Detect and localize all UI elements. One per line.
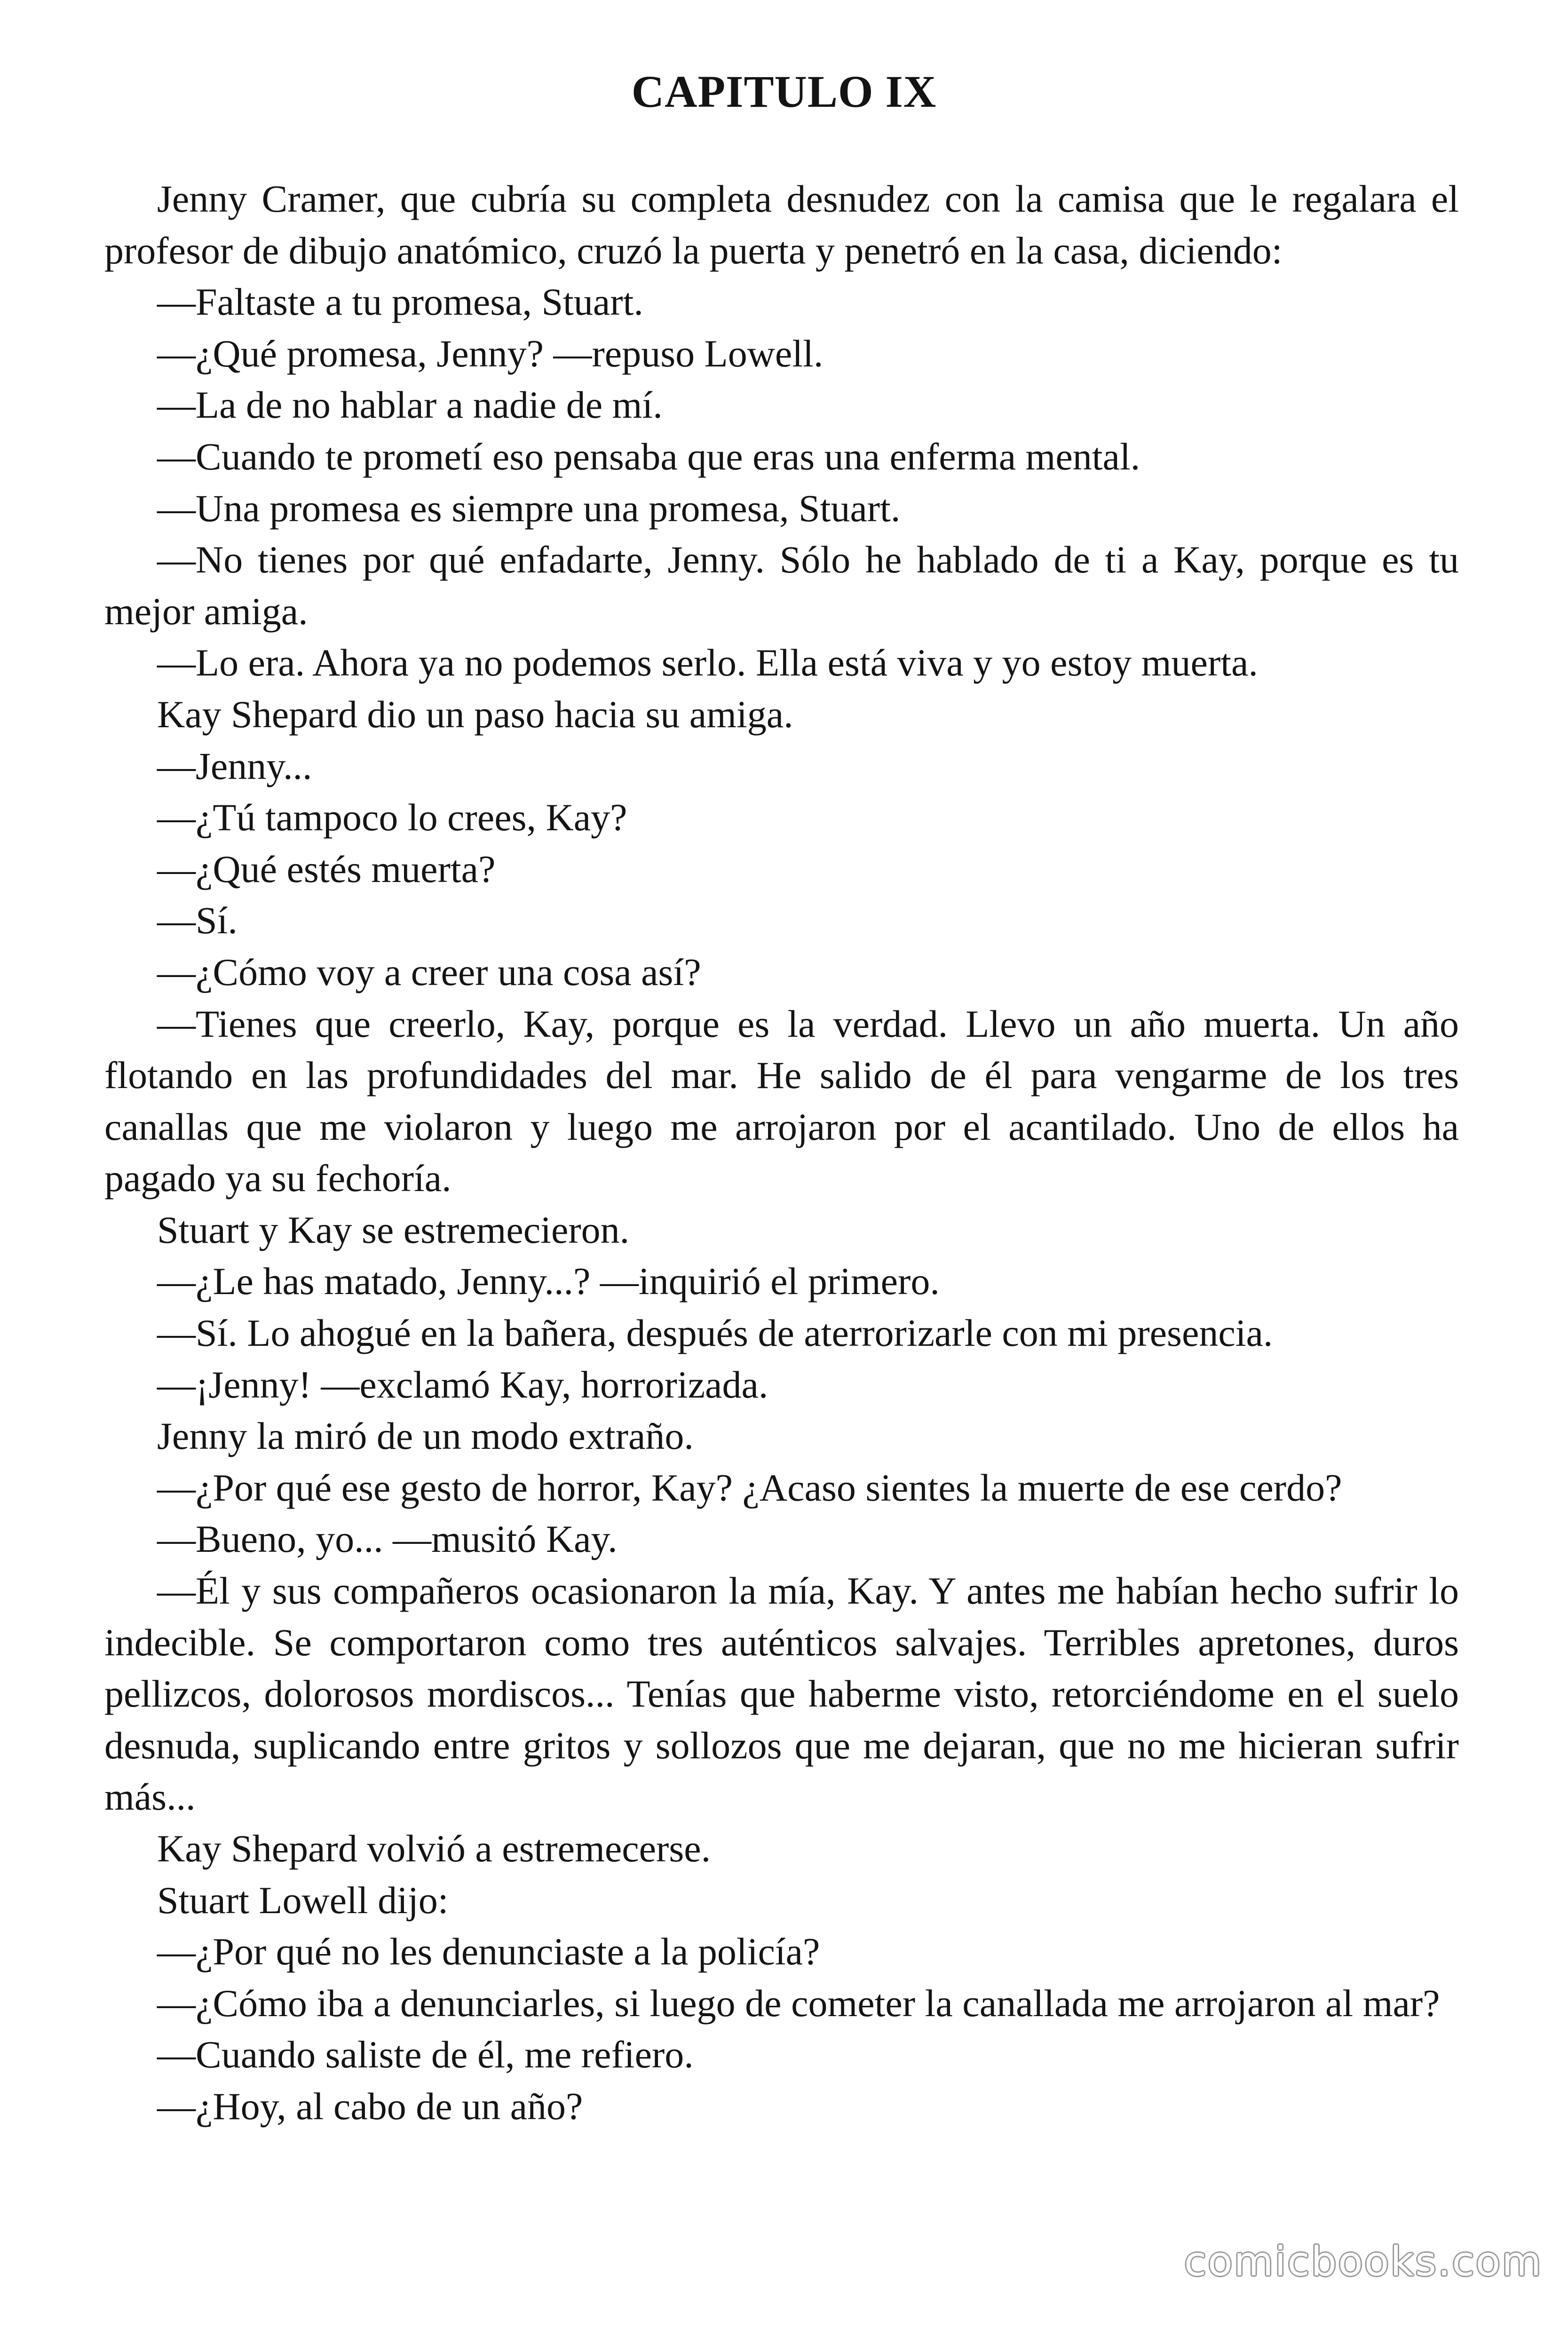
paragraph: —Cuando te prometí eso pensaba que eras una enferma mental. (157, 435, 1140, 478)
paragraph: —¿Cómo voy a creer una cosa así? (157, 950, 701, 993)
paragraph: —¿Hoy, al cabo de un año? (157, 2084, 583, 2128)
paragraph: Jenny Cramer, que cubría su completa desnudez con la camisa que le regalara el profesor de dibujo anatómico, cruzó la puerta y penetró en la casa, diciendo: (104, 177, 1459, 272)
paragraph: —Sí. Lo ahogué en la bañera, después de aterrorizarle con mi presencia. (157, 1311, 1273, 1355)
paragraph: —Lo era. Ahora ya no podemos serlo. Ella está viva y yo estoy muerta. (157, 641, 1258, 684)
paragraph: —Una promesa es siempre una promesa, Stuart. (157, 486, 901, 530)
paragraph: —¿Cómo iba a denunciarles, si luego de cometer la canallada me arrojaron al mar? (157, 1981, 1440, 2025)
paragraph: —Jenny... (157, 744, 312, 787)
paragraph: —¿Qué promesa, Jenny? —repuso Lowell. (157, 332, 824, 375)
paragraph: —Bueno, yo... —musitó Kay. (157, 1518, 618, 1561)
chapter-body (104, 173, 1459, 2132)
paragraph: Stuart y Kay se estremecieron. (157, 1208, 630, 1251)
paragraph: —Cuando saliste de él, me refiero. (157, 2033, 694, 2076)
watermark: comicbooks.com (1184, 2238, 1543, 2285)
paragraph: —Sí. (157, 899, 238, 942)
paragraph: —¿Por qué ese gesto de horror, Kay? ¿Acaso sientes la muerte de ese cerdo? (157, 1466, 1342, 1509)
paragraph: —¿Por qué no les denunciaste a la policía? (157, 1930, 820, 1973)
paragraph: Stuart Lowell dijo: (157, 1878, 449, 1922)
paragraph: —La de no hablar a nadie de mí. (157, 383, 663, 427)
paragraph: —¿Qué estés muerta? (157, 847, 496, 890)
chapter-title: CAPITULO IX (631, 66, 937, 117)
paragraph: —Faltaste a tu promesa, Stuart. (157, 280, 643, 324)
paragraph: —Él y sus compañeros ocasionaron la mía, Kay. Y antes me habían hecho sufrir lo indecible. Se comportaron como tres auténticos salvajes. Terribles apretones, duros pellizcos, dolorosos mordiscos... Tenías que haberme visto, retorciéndome en el suelo desnuda, suplicando entre gritos y sollozos que me dejaran, que no me hicieran sufrir más... (104, 1569, 1459, 1819)
paragraph: Kay Shepard volvió a estremecerse. (157, 1827, 711, 1870)
paragraph: —Tienes que creerlo, Kay, porque es la verdad. Llevo un año muerta. Un año flotando en las profundidades del mar. He salido de él para vengarme de los tres canallas que me violaron y luego me arrojaron por el acantilado. Uno de ellos ha pagado ya su fechoría. (104, 1002, 1459, 1200)
paragraph: Kay Shepard dio un paso hacia su amiga. (157, 692, 793, 736)
paragraph: —¿Tú tampoco lo crees, Kay? (157, 796, 627, 839)
paragraph: —¡Jenny! —exclamó Kay, horrorizada. (157, 1363, 768, 1406)
paragraph: —¿Le has matado, Jenny...? —inquirió el primero. (157, 1260, 940, 1303)
paragraph: —No tienes por qué enfadarte, Jenny. Sólo he hablado de ti a Kay, porque es tu mejor amiga. (104, 538, 1459, 633)
paragraph: Jenny la miró de un modo extraño. (157, 1414, 694, 1458)
